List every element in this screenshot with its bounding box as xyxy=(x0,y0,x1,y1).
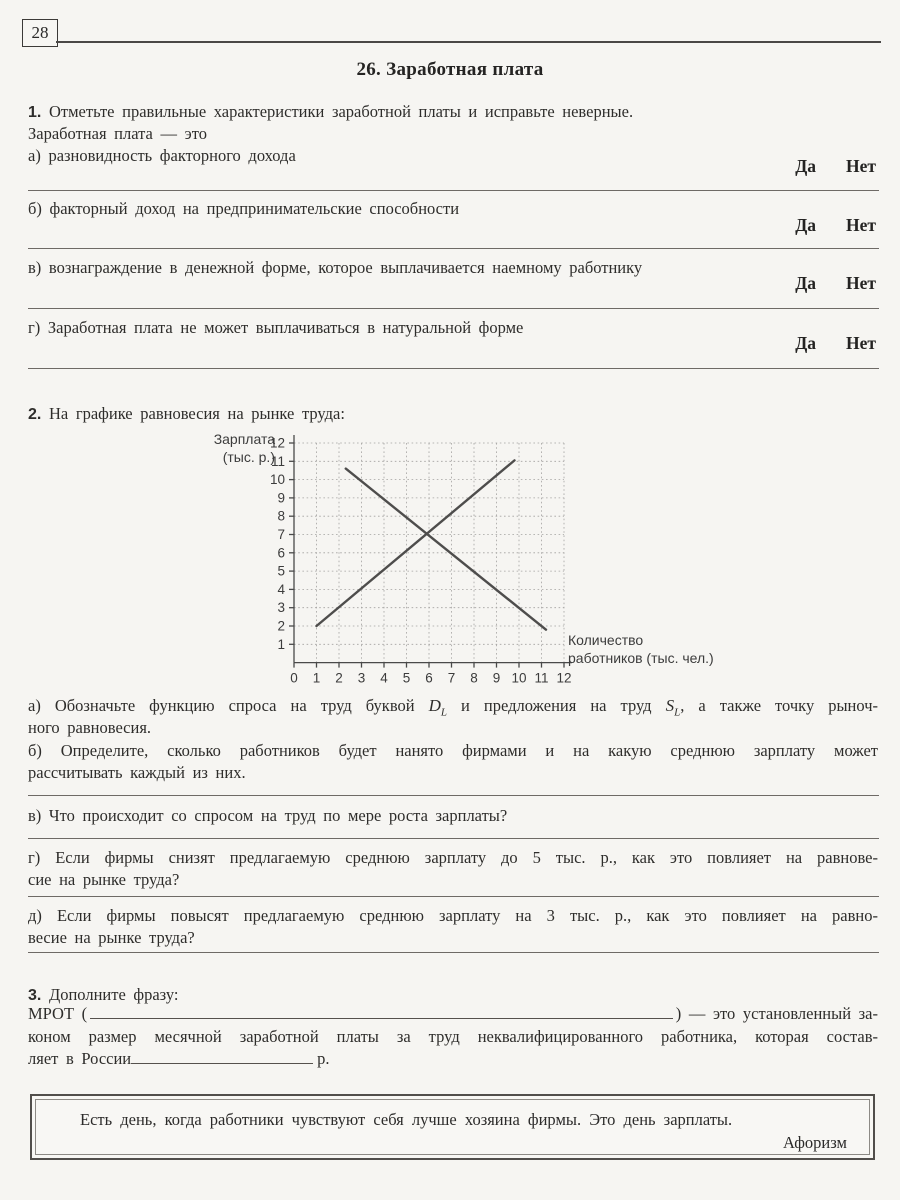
no-option[interactable]: Нет xyxy=(846,273,876,293)
svg-text:10: 10 xyxy=(269,472,285,488)
supply-variable: S xyxy=(665,696,675,715)
q3-number: 3. xyxy=(28,987,42,1004)
svg-text:10: 10 xyxy=(511,670,527,686)
page-title: 26. Заработная плата xyxy=(356,59,544,80)
yes-option[interactable]: Да xyxy=(795,333,817,353)
svg-text:5: 5 xyxy=(277,563,285,579)
page-number: 28 xyxy=(31,23,49,42)
svg-text:12: 12 xyxy=(269,435,285,451)
svg-text:4: 4 xyxy=(380,670,388,686)
no-option[interactable]: Нет xyxy=(846,215,876,235)
svg-text:2: 2 xyxy=(335,670,343,686)
labor-demand xyxy=(346,469,546,630)
divider xyxy=(28,838,879,839)
mrot-definition-blank[interactable] xyxy=(90,1003,673,1019)
q1-item-v: в) вознаграждение в денежной форме, которое выплачивается наемному работнику xyxy=(28,258,643,277)
header-rule xyxy=(56,41,881,43)
q3-intro: 3. Дополните фразу: xyxy=(28,985,179,1004)
svg-text:11: 11 xyxy=(534,670,549,686)
divider xyxy=(28,368,879,369)
yes-option[interactable]: Да xyxy=(795,215,817,235)
q1-item-g: г) Заработная плата не может выплачиваться в натуральной форме xyxy=(28,318,524,337)
q1-item-b: б) факторный доход на предпринимательские способности xyxy=(28,199,460,218)
labor-market-chart[interactable] xyxy=(250,432,595,690)
q2-task-b-line1: б) Определите, сколько работников будет нанято фирмами и на какую среднюю зарплату может xyxy=(28,741,878,760)
demand-variable: D xyxy=(428,696,441,715)
svg-text:7: 7 xyxy=(447,670,456,686)
q1-answer-row-v xyxy=(28,273,876,294)
divider xyxy=(28,248,879,249)
q3-line3: ляет в России р. xyxy=(28,1049,330,1068)
svg-text:7: 7 xyxy=(277,527,285,542)
aphorism-text: Есть день, когда работники чувствуют себя лучше хозяина фирмы. Это день зарплаты. xyxy=(80,1110,733,1129)
divider xyxy=(28,896,879,897)
q1-answer-row-g xyxy=(28,333,876,354)
q3-line2: коном размер месячной заработной платы за труд неквалифицированного работника, которая состав- xyxy=(28,1027,878,1046)
aphorism-box xyxy=(30,1094,875,1160)
mrot-amount-blank[interactable] xyxy=(131,1048,313,1064)
q1-answer-row-a xyxy=(28,156,876,177)
q1-answer-row-b xyxy=(28,215,876,236)
chart-ylabel: Зарплата (тыс. р.) xyxy=(213,431,275,465)
divider xyxy=(28,190,879,191)
svg-text:8: 8 xyxy=(470,670,478,686)
svg-text:8: 8 xyxy=(277,508,285,524)
divider xyxy=(28,308,879,309)
page-number-box xyxy=(22,19,58,47)
svg-text:9: 9 xyxy=(492,670,501,686)
q2-task-a-line2: ного равновесия. xyxy=(28,718,152,737)
q2-task-g-line1: г) Если фирмы снизят предлагаемую среднюю зарплату до 5 тыс. р., как это повлияет на равнове- xyxy=(28,848,878,867)
q2-task-a-line1: а) Обозначьте функцию спроса на труд буквой $D_L$ и предложения на труд $S_L$, а также точку рыноч- xyxy=(28,696,879,719)
svg-text:3: 3 xyxy=(357,670,366,686)
svg-text:2: 2 xyxy=(277,618,285,634)
svg-text:0: 0 xyxy=(290,670,298,686)
q1-number: 1. xyxy=(28,104,42,121)
q1-subtitle: Заработная плата — это xyxy=(28,124,207,143)
q2-number: 2. xyxy=(28,406,42,423)
chart-xlabel: Количество работников (тыс. чел.) xyxy=(568,632,714,666)
aphorism-attribution: Афоризм xyxy=(782,1133,847,1152)
q2-task-v: в) Что происходит со спросом на труд по мере роста зарплаты? xyxy=(28,806,508,825)
q2-task-d-line2: весие на рынке труда? xyxy=(28,928,195,947)
svg-text:5: 5 xyxy=(402,670,411,686)
svg-text:11: 11 xyxy=(270,453,285,469)
divider xyxy=(28,952,879,953)
svg-text:1: 1 xyxy=(277,636,285,652)
q2-task-b-line2: рассчитывать каждый из них. xyxy=(28,763,246,782)
q2-task-d-line1: д) Если фирмы повысят предлагаемую среднюю зарплату на 3 тыс. р., как это повлияет на равно- xyxy=(28,906,878,925)
svg-text:6: 6 xyxy=(425,670,433,686)
q1-intro: 1. Отметьте правильные характеристики заработной платы и исправьте неверные. xyxy=(28,102,634,121)
divider xyxy=(28,795,879,796)
svg-text:1: 1 xyxy=(312,670,321,686)
q2-task-g-line2: сие на рынке труда? xyxy=(28,870,180,889)
svg-text:6: 6 xyxy=(277,545,285,561)
aphorism-inner-frame xyxy=(35,1099,870,1155)
q1-item-a: а) разновидность факторного дохода xyxy=(28,146,296,165)
svg-text:4: 4 xyxy=(277,581,285,597)
q3-mrot-line: МРОТ ( ) — это установленный за- xyxy=(28,1004,878,1023)
no-option[interactable]: Нет xyxy=(846,333,876,353)
labor-supply xyxy=(317,460,515,626)
q2-intro: 2. На графике равновесия на рынке труда: xyxy=(28,404,345,423)
no-option[interactable]: Нет xyxy=(846,156,876,176)
svg-text:3: 3 xyxy=(277,600,285,616)
yes-option[interactable]: Да xyxy=(795,273,817,293)
svg-text:9: 9 xyxy=(277,490,285,506)
yes-option[interactable]: Да xyxy=(795,156,817,176)
svg-text:12: 12 xyxy=(556,670,572,686)
